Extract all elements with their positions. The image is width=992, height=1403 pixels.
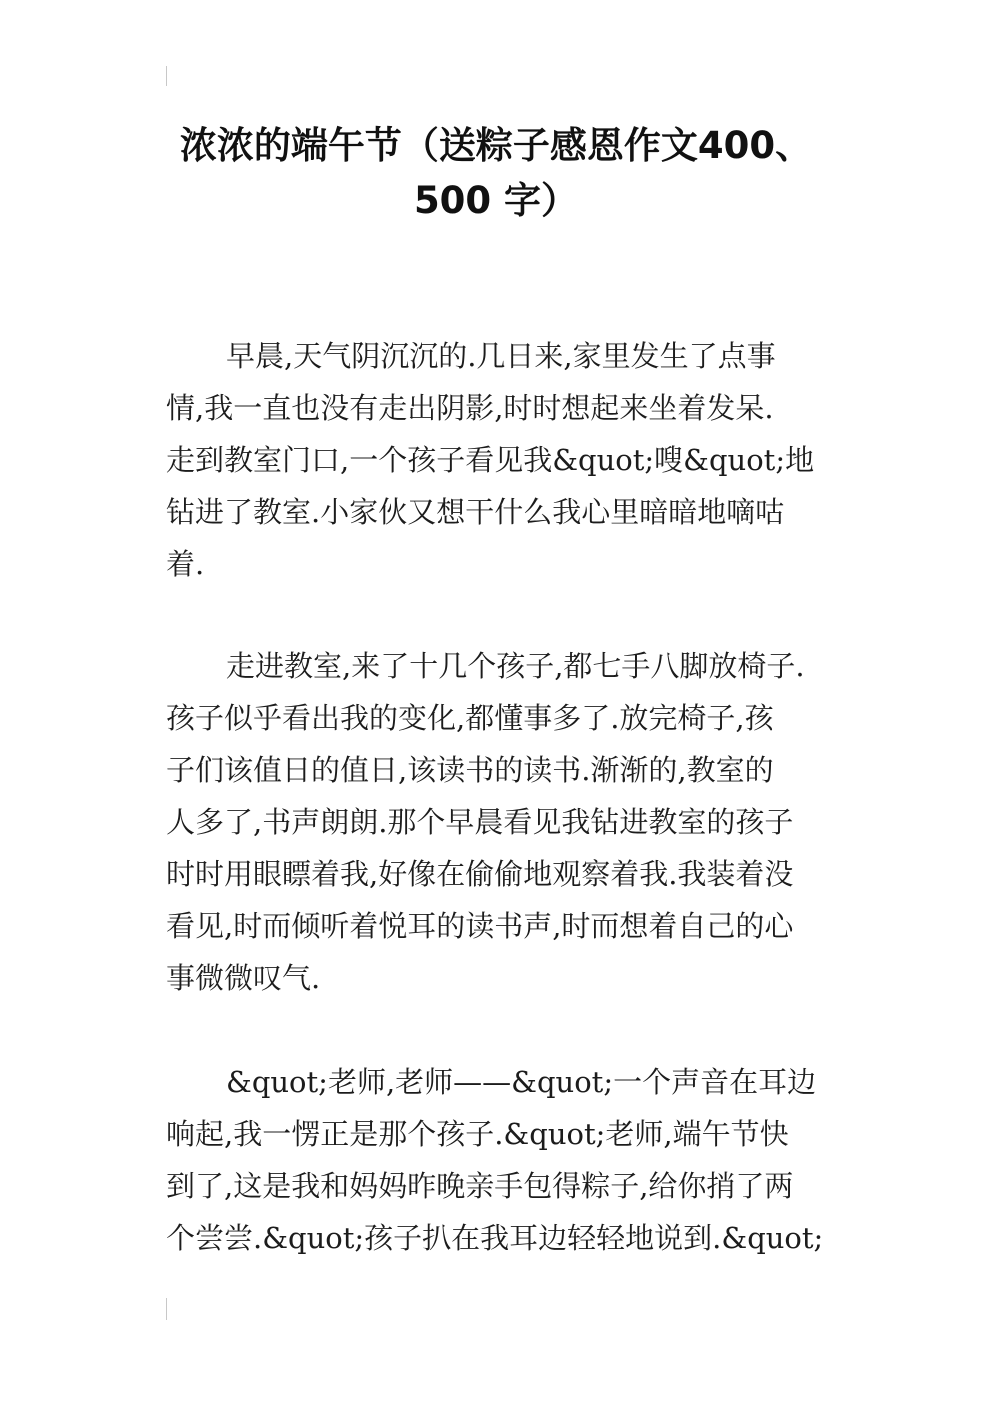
paragraph-line: 到了,这是我和妈妈昨晚亲手包得粽子,给你捎了两 <box>166 1169 794 1203</box>
paragraph-line: 孩子似乎看出我的变化,都懂事多了.放完椅子,孩 <box>166 701 774 735</box>
paragraph-line: 个尝尝.&quot;孩子扒在我耳边轻轻地说到.&quot; <box>166 1221 824 1255</box>
paragraph-line: 人多了,书声朗朗.那个早晨看见我钻进教室的孩子 <box>166 805 794 839</box>
paragraph-line: 情,我一直也没有走出阴影,时时想起来坐着发呆. <box>166 391 774 425</box>
paragraph-line: 走进教室,来了十几个孩子,都七手八脚放椅子. <box>226 649 805 683</box>
paragraph-line: 事微微叹气. <box>166 961 321 995</box>
paragraph-line: 响起,我一愣正是那个孩子.&quot;老师,端午节快 <box>166 1117 789 1151</box>
paragraph-2 <box>166 640 832 1004</box>
title-line-1: 浓浓的端午节（送粽子感恩作文400、 <box>179 124 813 167</box>
paragraph-line: 子们该值日的值日,该读书的读书.渐渐的,教室的 <box>166 753 774 787</box>
paragraph-line: 钻进了教室.小家伙又想干什么我心里暗暗地嘀咕 <box>166 495 785 529</box>
paragraph-line: 早晨,天气阴沉沉的.几日来,家里发生了点事 <box>226 339 776 373</box>
paragraph-line: 走到教室门口,一个孩子看见我&quot;嗖&quot;地 <box>166 443 815 477</box>
paragraph-3 <box>166 1056 832 1264</box>
paragraph-line: &quot;老师,老师——&quot;一个声音在耳边 <box>226 1065 817 1099</box>
crop-mark-bottom <box>166 1298 167 1320</box>
paragraph-line: 时时用眼瞟着我,好像在偷偷地观察着我.我装着没 <box>166 857 794 891</box>
paragraph-line: 着. <box>166 547 205 581</box>
paragraph-line: 看见,时而倾听着悦耳的读书声,时而想着自己的心 <box>166 909 794 943</box>
crop-mark-top <box>166 66 167 86</box>
title-line-2: 500 字） <box>413 179 579 222</box>
paragraph-1 <box>166 330 832 590</box>
document-title <box>150 118 842 228</box>
